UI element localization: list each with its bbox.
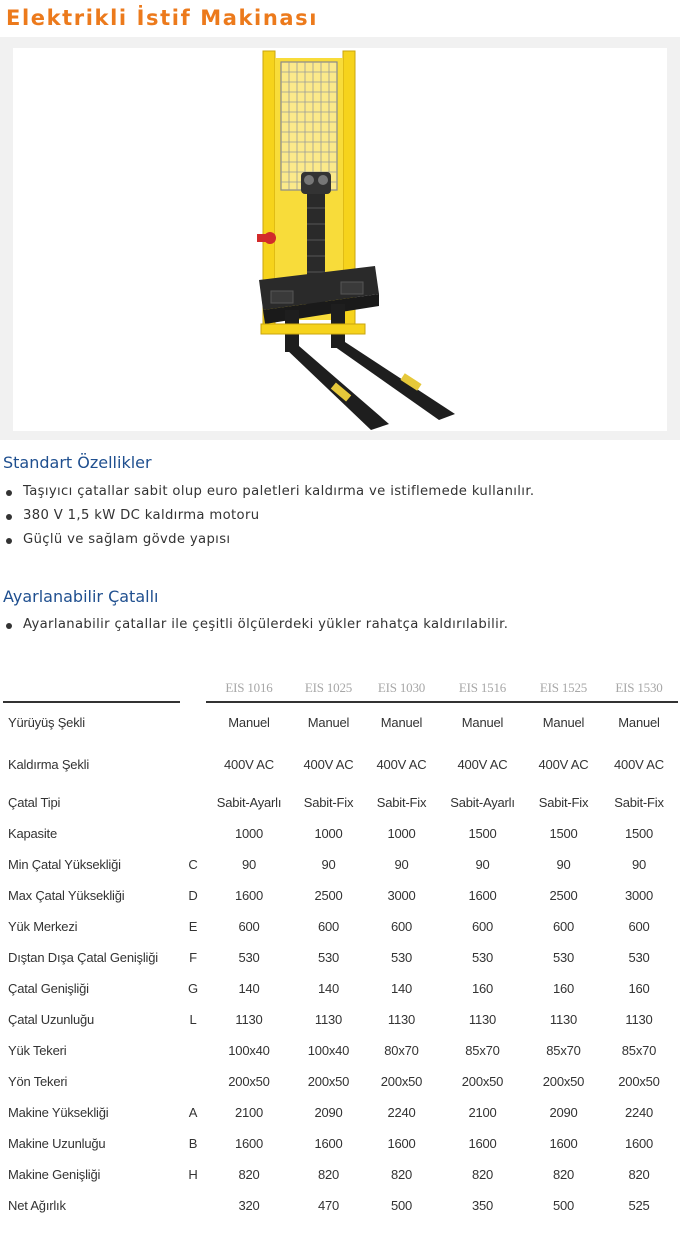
spec-value: 90 xyxy=(556,857,571,872)
spec-value: 1130 xyxy=(468,1012,497,1027)
spec-value: 530 xyxy=(238,950,260,965)
spec-value: 600 xyxy=(238,919,260,934)
spec-value: 1130 xyxy=(625,1012,653,1027)
spec-label: Yük Tekeri xyxy=(8,1043,67,1058)
spec-label: Min Çatal Yüksekliği xyxy=(8,857,121,872)
standard-features-heading: Standart Özellikler xyxy=(3,453,152,472)
spec-value: Manuel xyxy=(618,715,660,730)
header-code-cell xyxy=(180,675,206,703)
spec-code xyxy=(180,1066,206,1097)
spec-label: Yön Tekeri xyxy=(8,1074,68,1089)
model-header: EIS 1025 xyxy=(292,675,365,703)
table-row xyxy=(3,849,678,880)
list-item: Güçlü ve sağlam gövde yapısı xyxy=(4,528,534,552)
spec-value: 85x70 xyxy=(465,1043,500,1058)
spec-value: 160 xyxy=(628,981,650,996)
spec-value: 1130 xyxy=(387,1012,416,1027)
spec-value: 90 xyxy=(631,857,647,872)
spec-label: Max Çatal Yüksekliği xyxy=(8,888,125,903)
spec-label: Makine Yüksekliği xyxy=(8,1105,109,1120)
spec-value: 530 xyxy=(471,950,494,965)
spec-value: Manuel xyxy=(461,715,504,730)
spec-value: 400V AC xyxy=(457,757,508,772)
spec-value: 90 xyxy=(321,857,336,872)
spec-label: Makine Uzunluğu xyxy=(8,1136,106,1151)
spec-value: 1130 xyxy=(314,1012,343,1027)
spec-value: 1600 xyxy=(387,1136,416,1151)
spec-value: 2100 xyxy=(468,1105,497,1120)
spec-value: 160 xyxy=(552,981,575,996)
table-row xyxy=(3,787,678,818)
spec-value: 1000 xyxy=(234,826,264,841)
spec-value: Sabit-Fix xyxy=(538,795,589,810)
spec-label: Çatal Uzunluğu xyxy=(8,1012,95,1027)
spec-value: 820 xyxy=(238,1167,260,1182)
list-item: Taşıyıcı çatallar sabit olup euro paletleri kaldırma ve istiflemede kullanılır. xyxy=(4,480,534,504)
spec-value: 85x70 xyxy=(546,1043,581,1058)
model-header: EIS 1016 xyxy=(206,675,292,703)
stacker-illustration xyxy=(13,48,667,431)
spec-value: 3000 xyxy=(387,888,416,903)
spec-value: Sabit-Fix xyxy=(614,795,664,810)
spec-value: 140 xyxy=(238,981,260,996)
spec-label: Kaldırma Şekli xyxy=(8,757,90,772)
spec-code: L xyxy=(189,1012,197,1027)
model-header: EIS 1525 xyxy=(527,675,600,703)
table-row xyxy=(3,1159,678,1190)
spec-value: 400V AC xyxy=(376,757,427,772)
list-item: 380 V 1,5 kW DC kaldırma motoru xyxy=(4,504,534,528)
spec-value: 1600 xyxy=(624,1136,654,1151)
spec-value: 525 xyxy=(628,1198,650,1213)
spec-value: 100x40 xyxy=(307,1043,350,1058)
spec-label: Yürüyüş Şekli xyxy=(8,715,85,730)
table-row xyxy=(3,1004,678,1035)
spec-value: 200x50 xyxy=(228,1074,270,1089)
spec-value: 1500 xyxy=(468,826,497,841)
spec-value: 80x70 xyxy=(384,1043,419,1058)
spec-value: 85x70 xyxy=(621,1043,657,1058)
spec-value: 90 xyxy=(241,857,257,872)
spec-value: Sabit-Ayarlı xyxy=(216,795,282,810)
spec-value: Manuel xyxy=(307,715,350,730)
spec-code: F xyxy=(189,950,197,965)
spec-value: 400V AC xyxy=(303,757,354,772)
spec-value: 2090 xyxy=(314,1105,343,1120)
table-header-row xyxy=(3,675,678,703)
table-row xyxy=(3,818,678,849)
adjustable-forks-heading: Ayarlanabilir Çatallı xyxy=(3,587,159,606)
spec-value: 400V AC xyxy=(614,757,664,772)
spec-value: 530 xyxy=(317,950,340,965)
spec-value: 90 xyxy=(394,857,409,872)
spec-value: Manuel xyxy=(542,715,585,730)
spec-label: Yük Merkezi xyxy=(8,919,78,934)
table-row xyxy=(3,911,678,942)
spec-value: 600 xyxy=(471,919,494,934)
spec-value: 2240 xyxy=(624,1105,654,1120)
spec-value: 600 xyxy=(552,919,575,934)
table-row xyxy=(3,1128,678,1159)
spec-code xyxy=(180,742,206,787)
spec-value: 530 xyxy=(552,950,575,965)
spec-value: 500 xyxy=(390,1198,413,1213)
spec-code xyxy=(180,1035,206,1066)
table-row xyxy=(3,1097,678,1128)
spec-value: 2500 xyxy=(549,888,578,903)
spec-value: 820 xyxy=(317,1167,340,1182)
spec-value: 470 xyxy=(317,1198,340,1213)
spec-value: 1600 xyxy=(234,1136,264,1151)
spec-value: 530 xyxy=(390,950,413,965)
spec-label: Çatal Tipi xyxy=(8,795,61,810)
spec-label: Çatal Genişliği xyxy=(8,981,89,996)
spec-value: Manuel xyxy=(380,715,423,730)
spec-value: 400V AC xyxy=(224,757,274,772)
spec-value: 1500 xyxy=(624,826,654,841)
spec-label: Makine Genişliği xyxy=(8,1167,101,1182)
spec-value: 1600 xyxy=(468,888,497,903)
table-row xyxy=(3,880,678,911)
spec-code: B xyxy=(188,1136,198,1151)
model-header: EIS 1530 xyxy=(600,675,678,703)
spec-label: Net Ağırlık xyxy=(8,1198,66,1213)
table-row xyxy=(3,942,678,973)
spec-value: 320 xyxy=(238,1198,260,1213)
spec-value: 3000 xyxy=(624,888,654,903)
spec-code: E xyxy=(188,919,198,934)
spec-value: 200x50 xyxy=(618,1074,660,1089)
spec-value: 2500 xyxy=(314,888,343,903)
spec-value: 400V AC xyxy=(538,757,589,772)
spec-code xyxy=(180,703,206,742)
spec-value: 1500 xyxy=(549,826,578,841)
spec-value: Manuel xyxy=(228,715,270,730)
spec-value: 1000 xyxy=(314,826,343,841)
spec-value: Sabit-Fix xyxy=(303,795,354,810)
spec-label: Dıştan Dışa Çatal Genişliği xyxy=(8,950,158,965)
spec-code: C xyxy=(188,857,198,872)
spec-value: 200x50 xyxy=(307,1074,350,1089)
spec-value: 600 xyxy=(390,919,413,934)
spec-value: 2100 xyxy=(234,1105,264,1120)
spec-value: 1130 xyxy=(235,1012,263,1027)
spec-code: A xyxy=(188,1105,198,1120)
spec-value: Sabit-Fix xyxy=(376,795,427,810)
model-header: EIS 1030 xyxy=(365,675,438,703)
header-label-cell xyxy=(3,675,180,703)
spec-value: 160 xyxy=(471,981,494,996)
spec-table xyxy=(3,675,678,1221)
spec-value: 600 xyxy=(317,919,340,934)
spec-value: 90 xyxy=(475,857,490,872)
list-item: Ayarlanabilir çatallar ile çeşitli ölçülerdeki yükler rahatça kaldırılabilir. xyxy=(4,613,508,637)
table-row xyxy=(3,703,678,742)
spec-code: H xyxy=(188,1167,198,1182)
product-image-panel xyxy=(0,37,680,440)
spec-value: 1600 xyxy=(234,888,264,903)
spec-value: 1600 xyxy=(468,1136,497,1151)
spec-value: 600 xyxy=(628,919,650,934)
spec-value: Sabit-Ayarlı xyxy=(450,795,515,810)
table-row xyxy=(3,742,678,787)
spec-value: 1130 xyxy=(549,1012,578,1027)
adjustable-forks-list xyxy=(4,613,508,637)
spec-code: G xyxy=(188,981,198,996)
standard-features-list xyxy=(4,480,534,552)
product-image xyxy=(13,48,667,431)
spec-value: 820 xyxy=(471,1167,494,1182)
spec-value: 820 xyxy=(390,1167,413,1182)
table-row xyxy=(3,973,678,1004)
spec-value: 100x40 xyxy=(228,1043,270,1058)
spec-code xyxy=(180,818,206,849)
spec-label: Kapasite xyxy=(8,826,57,841)
spec-value: 200x50 xyxy=(542,1074,585,1089)
spec-code xyxy=(180,1190,206,1221)
spec-value: 2240 xyxy=(387,1105,416,1120)
table-row xyxy=(3,1035,678,1066)
page-title: Elektrikli İstif Makinası xyxy=(6,6,319,30)
spec-code: D xyxy=(188,888,198,903)
spec-value: 140 xyxy=(390,981,413,996)
spec-code xyxy=(180,787,206,818)
spec-value: 1000 xyxy=(387,826,416,841)
spec-value: 530 xyxy=(628,950,650,965)
spec-value: 2090 xyxy=(549,1105,578,1120)
table-row xyxy=(3,1066,678,1097)
spec-value: 200x50 xyxy=(461,1074,504,1089)
spec-value: 1600 xyxy=(314,1136,343,1151)
table-row xyxy=(3,1190,678,1221)
spec-value: 350 xyxy=(471,1198,494,1213)
spec-value: 1600 xyxy=(549,1136,578,1151)
spec-value: 140 xyxy=(317,981,340,996)
spec-value: 820 xyxy=(628,1167,650,1182)
model-header: EIS 1516 xyxy=(438,675,527,703)
spec-value: 200x50 xyxy=(380,1074,423,1089)
spec-value: 820 xyxy=(552,1167,575,1182)
spec-value: 500 xyxy=(552,1198,575,1213)
